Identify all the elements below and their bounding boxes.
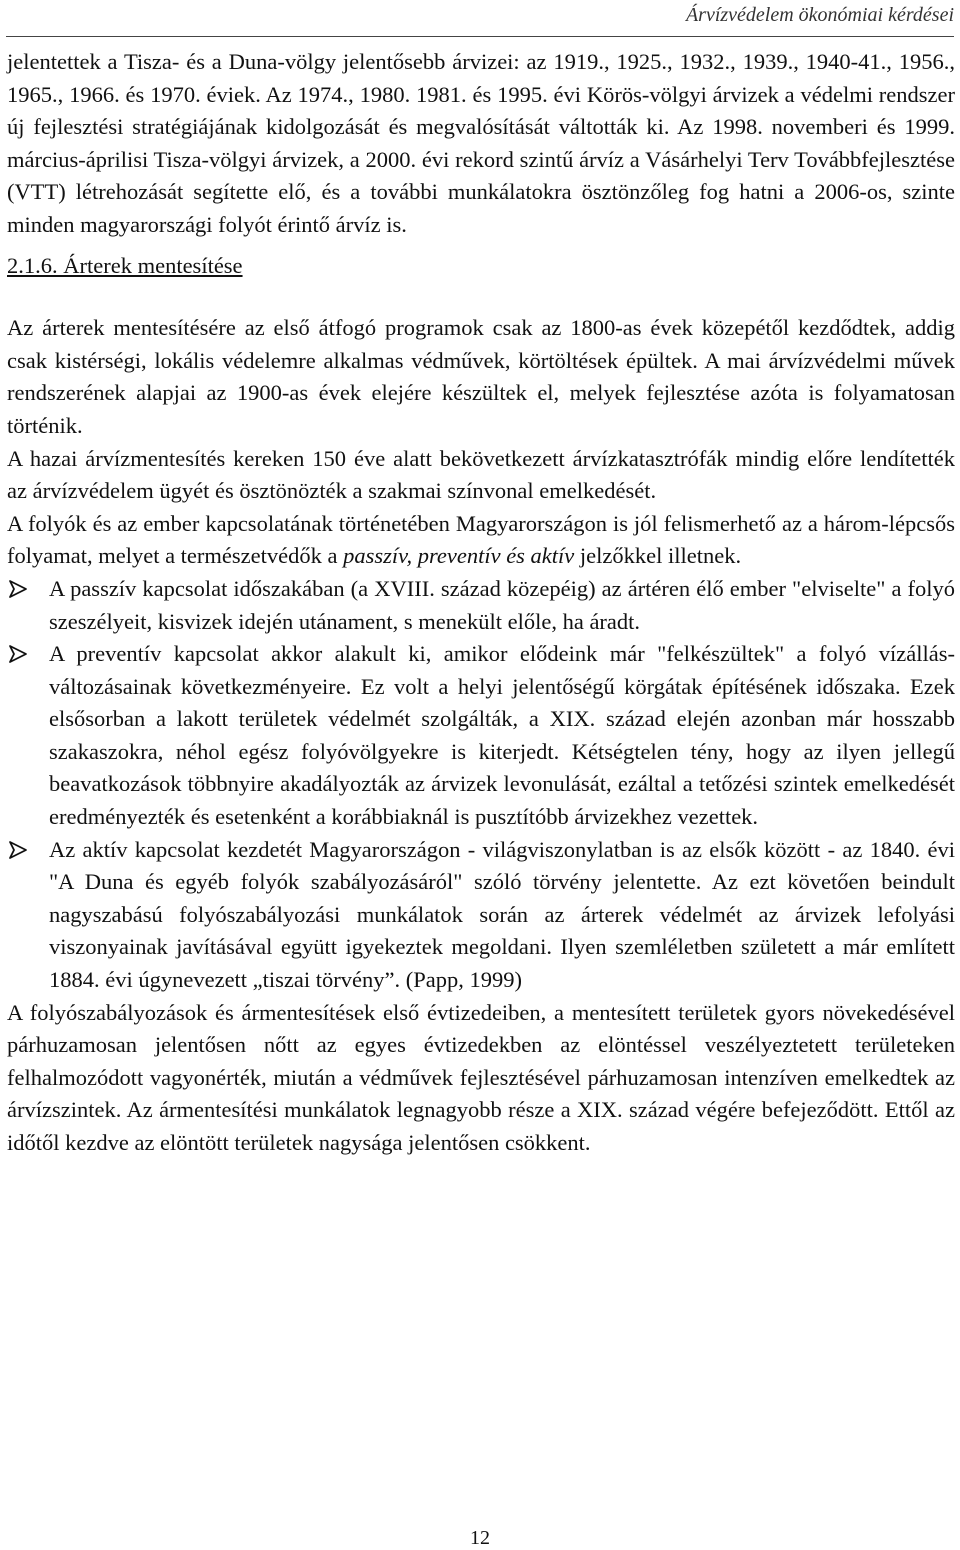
list-item-text: A preventív kapcsolat akkor alakult ki, amikor elődeink már "felkészültek" a folyó vízállás-változásainak következményeire. Ez volt a helyi jelentőségű körgátak építésének időszaka. Ezek elsősorban a lakott területek védelmét szolgálták, a XIX. század elején azonban már hosszabb szakaszokra, néhol egész folyóvölgyekre is kiterjedt. Kétségtelen tény, hogy az ilyen jellegű beavatkozások többnyire akadályozták az árvizek levonulását, ezáltal a tetőzési szintek emelkedését eredményezték és esetenként a korábbiaknál is pusztítóbb árvizekhez vezettek. xyxy=(49,641,955,830)
list-item xyxy=(7,573,955,638)
three-stages-text-end: jelzőkkel illetnek. xyxy=(574,543,742,569)
paragraph-floodplain-programs: Az árterek mentesítésére az első átfogó programok csak az 1800-as évek közepétől kezdődtek, addig csak kistérségi, lokális védelemre alkalmas védművek, körtöltések épültek. A mai árvízvédelmi művek rendszerének alapjai az 1900-as évek elejére készültek el, melyek fejlesztése azóta is folyamatosan történik. xyxy=(7,315,955,438)
paragraph-closing: A folyószabályozások és ármentesítések első évtizedeiben, a mentesített területek gyors növekedésével párhuzamosan jelentősen nőtt az egyes évtizedekben az elöntéssel veszélyeztetett területeken felhalmozódott vagyonérték, miután a védművek fejlesztésével párhuzamosan intenzíven emelkedtek az árvízszintek. Az ármentesítési munkálatok legnagyobb része a XIX. század végére befejeződött. Ettől az időtől kezdve az elöntött területek nagysága jelentősen csökkent. xyxy=(7,999,955,1155)
three-stages-text: A folyók és az ember kapcsolatának történetében Magyarországon is jól felismerhető az a három-lépcsős folyamat, melyet a természetvédők a xyxy=(7,510,955,569)
list-item xyxy=(7,834,955,997)
page-number: 12 xyxy=(470,1527,490,1549)
section-heading: 2.1.6. Árterek mentesítése xyxy=(7,252,243,278)
arrow-bullet-icon xyxy=(7,573,31,605)
running-header: Árvízvédelem ökonómiai kérdései xyxy=(685,4,954,26)
list-item-text: A passzív kapcsolat időszakában (a XVIII. század közepéig) az ártéren élő ember "elviselte" a folyó szeszélyeit, kisvizek idején utánament, s menekült előle, ha áradt. xyxy=(49,575,955,634)
list-item-text: Az aktív kapcsolat kezdetét Magyarországon - világviszonylatban is az elsők között - az 1840. évi "A Duna és egyéb folyók szabályozásáról" szóló törvény jelentette. Az ezt követően beindult nagyszabású folyószabályozási munkálatok során az árterek védelmét az árvizek lefolyási viszonyainak javításával együtt igyekeztek megoldani. Ilyen szemléletben született a már említett 1884. évi úgynevezett „tiszai törvény”. (Papp, 1999) xyxy=(49,836,955,993)
arrow-bullet-icon xyxy=(7,638,31,670)
paragraph-flood-history: jelentettek a Tisza- és a Duna-völgy jelentősebb árvizei: az 1919., 1925., 1932., 1939., 1940-41., 1956., 1965., 1966. és 1970. éviek. Az 1974., 1980. 1981. és 1995. évi Körös-völgyi árvizek a védelmi rendszer új fejlesztési stratégiájának kidolgozását és megvalósítását váltották ki. Az 1998. novemberi és 1999. március-áprilisi Tisza-völgyi árvizek, a 2000. évi rekord szintű árvíz a Vásárhelyi Terv Továbbfejlesztése (VTT) létrehozását segítette elő, és a további munkálatokra ösztönzőleg fog hatni a 2006-os, szinte minden magyarországi folyót érintő árvíz is. xyxy=(7,49,955,237)
paragraph-three-stages xyxy=(7,508,955,573)
header-rule xyxy=(6,36,954,37)
relationship-stages-list xyxy=(7,573,955,997)
paragraph-flood-catastrophes: A hazai árvízmentesítés kereken 150 éve alatt bekövetkezett árvízkatasztrófák mindig előre lendítették az árvízvédelem ügyét és ösztönözték a szakmai színvonal emelkedését. xyxy=(7,445,955,504)
page-body xyxy=(7,46,955,1160)
arrow-bullet-icon xyxy=(7,834,31,866)
list-item xyxy=(7,638,955,834)
three-stages-italic: passzív, preventív és aktív xyxy=(343,543,575,569)
